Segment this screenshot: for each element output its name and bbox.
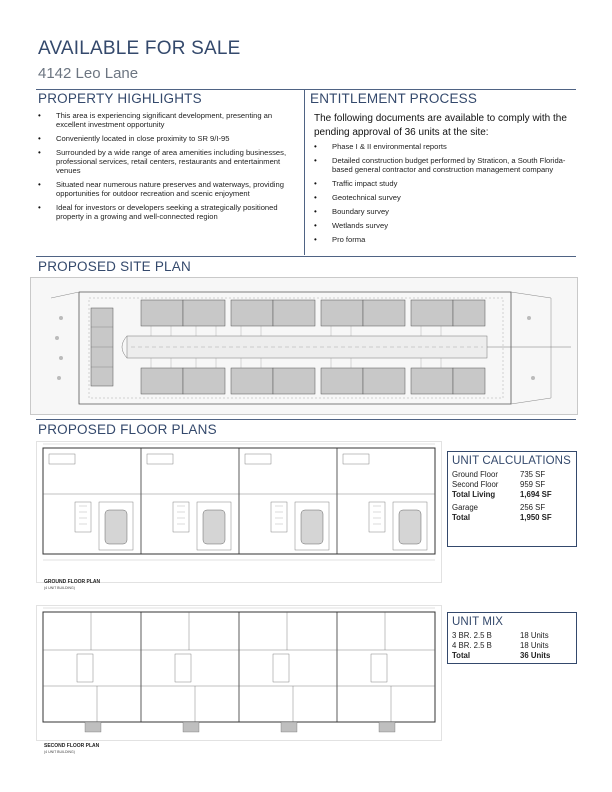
- calc-value: 1,694 SF: [520, 490, 552, 500]
- mix-row-total: [452, 651, 570, 661]
- unit-calculations-rows: [452, 470, 570, 523]
- highlights-heading: PROPERTY HIGHLIGHTS: [38, 91, 202, 106]
- property-address: 4142 Leo Lane: [38, 65, 139, 82]
- highlight-item: • Ideal for investors or developers seeking a strategically positioned property in a growing and well-connected region: [36, 203, 298, 222]
- floor-plan-divider: [36, 419, 576, 420]
- calc-row-total-living: [452, 490, 570, 500]
- site-plan-divider: [36, 256, 576, 257]
- calc-row: [452, 470, 570, 480]
- unit-mix-title: UNIT MIX: [452, 616, 504, 628]
- calc-row-total: [452, 513, 570, 523]
- header-divider: [36, 89, 576, 90]
- page-title: AVAILABLE FOR SALE: [38, 38, 241, 59]
- mix-row: [452, 641, 570, 651]
- entitlement-item: • Traffic impact study: [312, 179, 582, 188]
- calc-label: Total Living: [452, 490, 496, 500]
- unit-calculations-title: UNIT CALCULATIONS: [452, 455, 571, 467]
- mix-label: 4 BR. 2.5 B: [452, 641, 492, 651]
- site-plan-drawing: [30, 277, 578, 415]
- calc-label: Garage: [452, 502, 479, 512]
- mix-value: 18 Units: [520, 631, 549, 640]
- site-plan-heading: PROPOSED SITE PLAN: [38, 259, 191, 274]
- calc-label: Ground Floor: [452, 470, 498, 479]
- entitlement-item: • Wetlands survey: [312, 221, 582, 230]
- entitlement-list: [312, 142, 582, 249]
- entitlement-item: • Phase I & II environmental reports: [312, 142, 582, 151]
- second-floor-sublabel: (4 UNIT BUILDING): [44, 750, 75, 754]
- entitlement-heading: ENTITLEMENT PROCESS: [310, 91, 478, 106]
- ground-floor-graphic: [37, 442, 442, 583]
- highlight-item: • Conveniently located in close proximity to SR 9/I-95: [36, 134, 298, 143]
- calc-row: [452, 480, 570, 490]
- second-floor-graphic: [37, 606, 442, 741]
- entitlement-intro: The following documents are available to comply with the pending approval of 36 units at the site:: [314, 113, 567, 138]
- column-divider: [304, 89, 305, 255]
- highlights-list: [36, 111, 298, 226]
- calc-value: 735 SF: [520, 470, 546, 479]
- unit-calculations-box: [447, 451, 577, 547]
- second-floor-plan: [36, 605, 442, 741]
- unit-mix-box: [447, 612, 577, 664]
- calc-value: 959 SF: [520, 480, 546, 490]
- calc-label: Total: [452, 512, 471, 522]
- calc-value: 1,950 SF: [520, 512, 552, 522]
- unit-mix-rows: [452, 631, 570, 662]
- calc-row: [452, 503, 570, 513]
- mix-value: 36 Units: [520, 651, 551, 661]
- calc-value: 256 SF: [520, 502, 546, 512]
- mix-label: Total: [452, 651, 471, 661]
- second-floor-label: SECOND FLOOR PLAN: [44, 743, 100, 749]
- mix-label: 3 BR. 2.5 B: [452, 631, 492, 640]
- highlight-item: • Situated near numerous nature preserves and waterways, providing opportunities for outdoor recreation and scenic enjoyment: [36, 180, 298, 199]
- highlight-item: • This area is experiencing significant development, presenting an excellent investment opportunity: [36, 111, 298, 130]
- entitlement-item: • Detailed construction budget performed by Straticon, a South Florida-based general contractor and construction management company: [312, 156, 582, 175]
- entitlement-item: • Pro forma: [312, 235, 582, 244]
- floor-plans-heading: PROPOSED FLOOR PLANS: [38, 422, 217, 437]
- calc-label: Second Floor: [452, 480, 499, 490]
- entitlement-item: • Boundary survey: [312, 207, 582, 216]
- ground-floor-plan: [36, 441, 442, 583]
- mix-value: 18 Units: [520, 641, 549, 651]
- highlight-item: • Surrounded by a wide range of area amenities including businesses, professional services, retail centers, restaurants and entertainment venues: [36, 148, 298, 176]
- ground-floor-sublabel: (4 UNIT BUILDING): [44, 586, 75, 590]
- site-plan-graphic: [31, 278, 578, 415]
- mix-row: [452, 631, 570, 641]
- entitlement-item: • Geotechnical survey: [312, 193, 582, 202]
- ground-floor-label: GROUND FLOOR PLAN: [44, 579, 101, 585]
